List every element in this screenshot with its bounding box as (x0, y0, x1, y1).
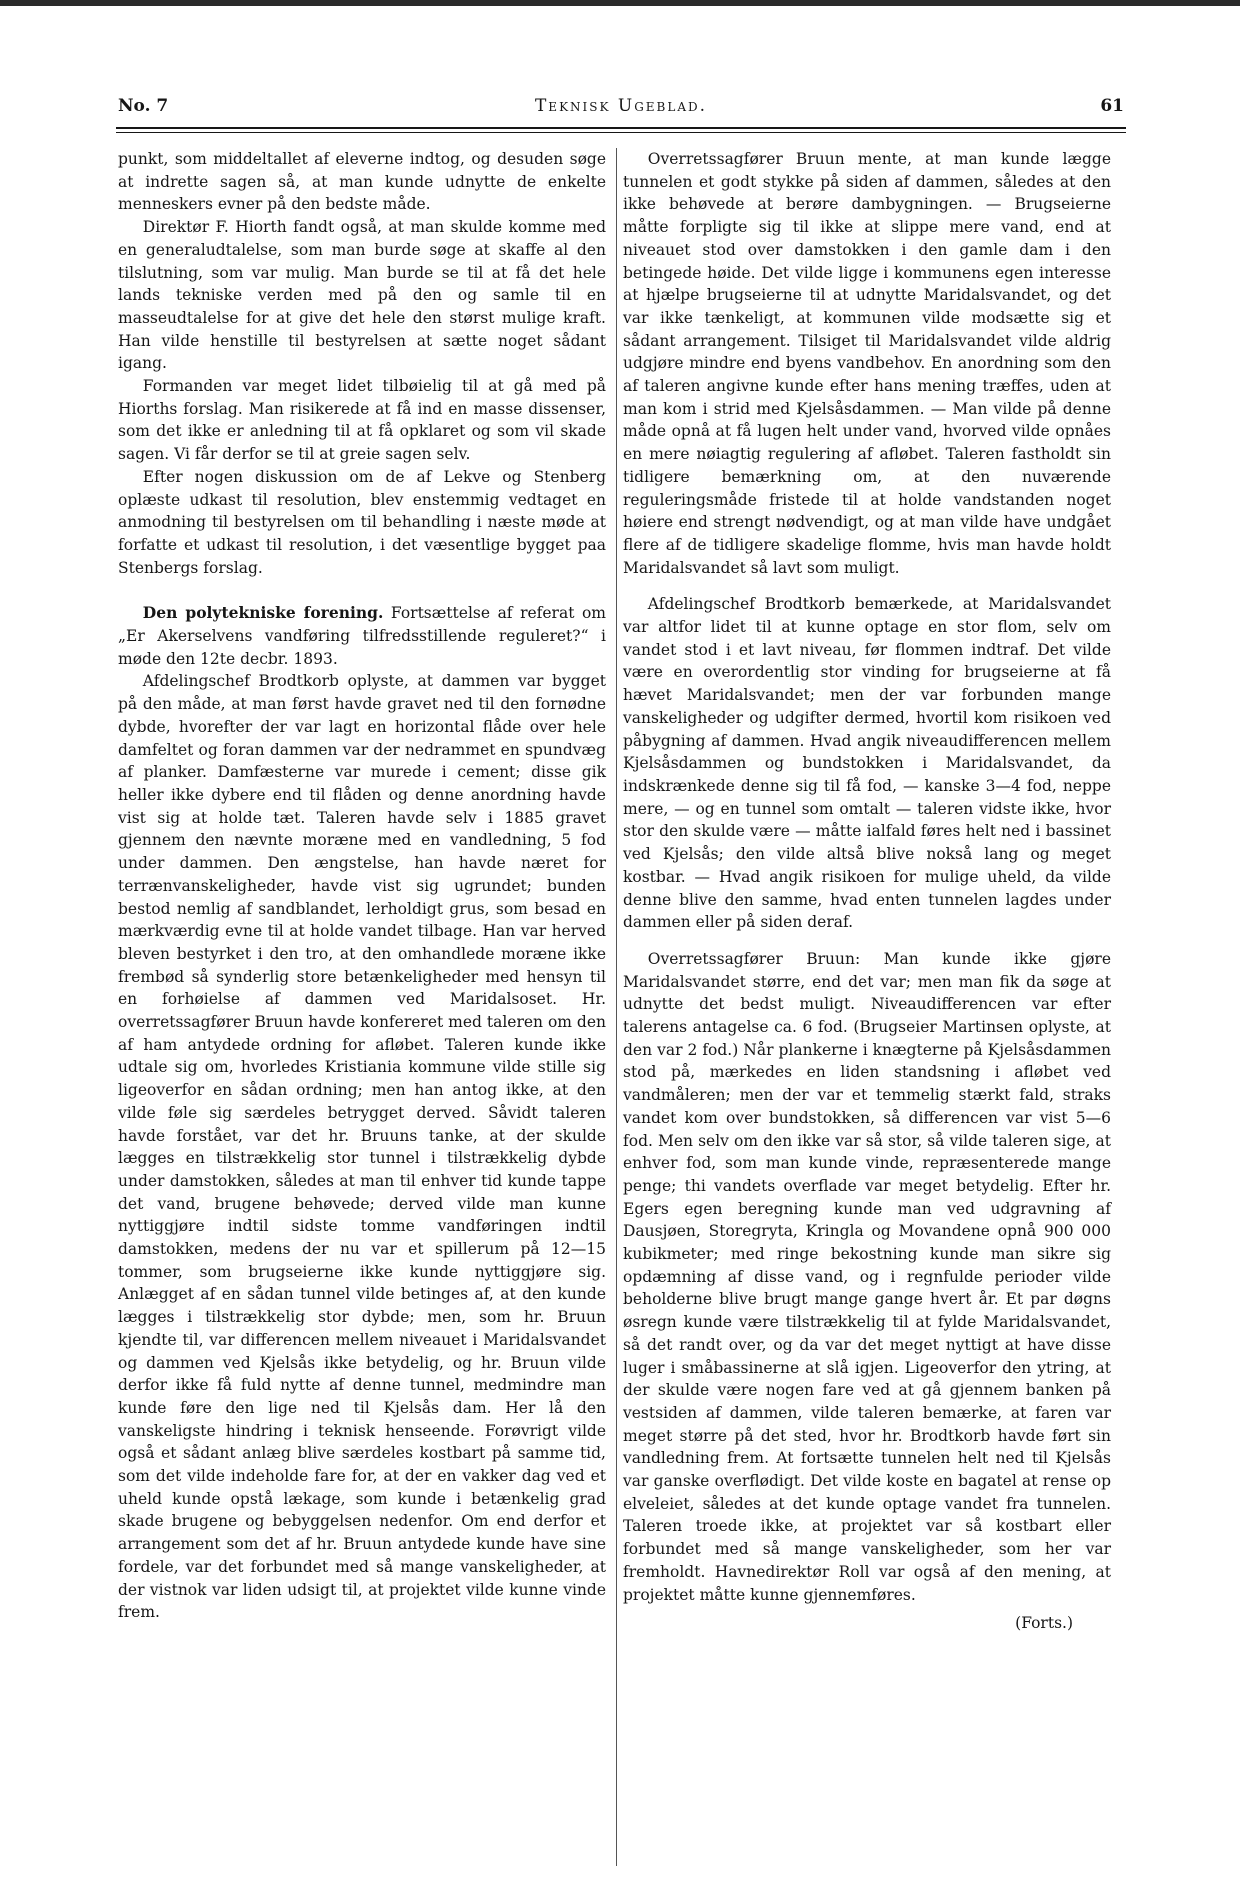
paragraph: Efter nogen diskussion om de af Lekve og Stenberg oplæste udkast til resolution, blev enstemmig vedtaget en anmodning til bestyrelsen om til behandling i næste møde at forfatte et udkast til resolution, i det væsentlige bygget paa Stenbergs forslag. (118, 467, 606, 577)
paragraph: Direktør F. Hiorth fandt også, at man skulde komme med en generaludtalelse, som man burde søge at skaffe al den tilslutning, som var mulig. Man burde se til at få det hele lands tekniske verden med på den og samle til en masseudtalelse for at give det hele den størst mulige kraft. Han vilde henstille til bestyrelsen at sætte noget sådant igang. (118, 218, 606, 373)
scan-edge (0, 0, 1240, 6)
paragraph: punkt, som middeltallet af eleverne indtog, og desuden søge at indrette sagen så, at man kunde udnytte de enkelte menneskers evner på den bedste måde. (118, 150, 606, 214)
continuation-note: (Forts.) (1015, 1614, 1073, 1633)
header-rule-thick (116, 127, 1126, 129)
section-intro: Fortsættelse af referat om „Er Akerselvens vandføring tilfredsstillende reguleret?“ i møde den 12te decbr. 1893. (118, 604, 606, 668)
header-rule-thin (116, 132, 1126, 133)
paragraph: Afdelingschef Brodtkorb bemærkede, at Maridalsvandet var altfor lidet til at kunne optage en stor flom, selv om vandet stod i et lavt niveau, før flommen indtraf. Det vilde være en overordentlig stor vinding for brugseierne at få hævet Maridalsvandet; men der var forbunden mange vanskeligheder og udgifter dermed, hvortil kom risikoen ved påbygning af dammen. Hvad angik niveaudifferencen mellem Kjelsåsdammen og bundstokken i Maridalsvandet, da indskrænkede denne sig til få fod, — kanske 3—4 fod, neppe mere, — og en tunnel som omtalt — taleren vidste ikke, hvor stor den skulde være — måtte ialfald føres helt ned i bassinet ved Kjelsås; den vilde altså blive nokså lang og meget kostbar. — Hvad angik risikoen for mulige uheld, da vilde denne blive den samme, hvad enten tunnelen lagdes under dammen eller på siden deraf. (623, 595, 1111, 932)
paragraph: Overretssagfører Bruun: Man kunde ikke gjøre Maridalsvandet større, end det var; men man fik da søge at udnytte det bedst muligt. Niveaudifferencen var efter talerens antagelse ca. 6 fod. (Brugseier Martinsen oplyste, at den var 2 fod.) Når plankerne i knægterne på Kjelsåsdammen stod på, mærkedes en liden standsning i afløbet ved vandmåleren; men der var et temmelig stærkt fald, straks vandet kom over bundstokken, så differencen var vist 5—6 fod. Men selv om den ikke var så stor, så vilde taleren sige, at enhver fod, som man kunde vinde, repræsenterede mange penge; thi vandets overflade var meget betydelig. Efter hr. Egers egen beregning kunde man ved udgravning af Dausjøen, Storegryta, Kringla og Movandene opnå 900 000 kubikmeter; med ringe bekostning kunde man sikre sig opdæmning af disse vand, og i regnfulde perioder vilde beholderne blive brugt mange gange hvert år. Et par døgns øsregn kunde være tilstrækkelig til at fylde Maridalsvandet, så det randt over, og da var det meget nyttigt at have disse luger i småbassinerne at slå igjen. Ligeoverfor den ytring, at der skulde være nogen fare ved at gå gjennem banken på vestsiden af dammen, vilde taleren bemærke, at faren var meget større på det sted, hvor hr. Brodtkorb havde ført sin vandledning frem. At fortsætte tunnelen helt ned til Kjelsås var ganske overflødigt. Det vilde koste en bagatel at rense op elveleiet, således at det kunde optage vandet fra tunnelen. Taleren troede ikke, at projektet var så kostbart eller forbundet med så mange vanskeligheder, som her var fremholdt. Havnedirektør Roll var også af den mening, at projektet måtte kunne gjennemføres. (623, 949, 1111, 1604)
section-paragraph (118, 602, 606, 670)
column-divider (616, 148, 617, 1866)
left-column (118, 148, 606, 1624)
paragraph: Formanden var meget lidet tilbøielig til at gå med på Hiorths forslag. Man risikerede at få ind en masse dissenser, som det ikke er anledning til at få opklaret og som vil skade sagen. Vi får derfor se til at greie sagen selv. (118, 377, 606, 464)
journal-title: Teknisk Ugeblad. (534, 96, 708, 116)
page-number: 61 (1100, 96, 1124, 116)
paragraph: Overretssagfører Bruun mente, at man kunde lægge tunnelen et godt stykke på siden af dammen, således at den ikke behøvede at berøre dambygningen. — Brugseierne måtte forpligte sig til ikke at slippe mere vand, end at niveauet stod over damstokken i den gamle dam i den betingede høide. Det vilde ligge i kommunens egen interesse at hjælpe brugseierne til at udnytte Maridalsvandet, og det var ikke tænkeligt, at kommunen vilde modsætte sig et sådant arrangement. Tilsiget til Maridalsvandet vilde aldrig udgjøre mindre end byens vandbehov. En anordning som den af taleren angivne kunde efter hans mening træffes, uden at man kom i strid med Kjelsåsdammen. — Man vilde på denne måde opnå at få lugen helt under vand, hvorved vilde opnåes en mere nøiagtig regulering af afløbet. Taleren fastholdt sin tidligere bemærkning om, at den nuværende reguleringsmåde fristede til at holde vandstanden noget høiere end strengt nødvendigt, og at man vilde have undgået flere af de tidligere skadelige flomme, hvis man havde holdt Maridalsvandet så lavt som muligt. (623, 150, 1111, 577)
page-header (118, 96, 1124, 126)
section-heading: Den polytekniske forening. (142, 603, 384, 623)
paragraph: Afdelingschef Brodtkorb oplyste, at dammen var bygget på den måde, at man først havde gravet ned til den fornødne dybde, hvorefter der var lagt en horizontal flåde over hele damfeltet og foran dammen var der nedrammet en spundvæg af planker. Damfæsterne var murede i cement; disse gik heller ikke dybere end til flåden og denne anordning havde vist sig at holde tæt. Taleren havde selv i 1885 gravet gjennem den nævnte moræne med en vandledning, 5 fod under dammen. Den ængstelse, han havde næret for terrænvanskeligheder, havde vist sig ugrundet; bunden bestod nemlig af sandblandet, lerholdigt grus, som besad en mærkværdig evne til at holde vandet tilbage. Han var herved bleven bestyrket i den tro, at den omhandlede moræne ikke frembød så synderlig store betænkeligheder med hensyn til en forhøielse af dammen ved Maridalsoset. Hr. overretssagfører Bruun havde konfereret med taleren om den af ham antydede ordning for afløbet. Taleren kunde ikke udtale sig om, hvorledes Kristiania kommune vilde stille sig ligeoverfor en sådan ordning; men han antog ikke, at den vilde føle sig særdeles betrygget derved. Såvidt taleren havde forstået, var det hr. Bruuns tanke, at der skulde lægges en tilstrækkelig stor tunnel i tilstrækkelig dybde under damstokken, således at man til enhver tid kunde tappe det vand, brugene behøvede; derved vilde man kunne nyttiggjøre indtil sidste tomme vandføringen indtil damstokken, medens der nu var et spillerum på 12—15 tommer, som brugseierne ikke kunde nyttiggjøre sig. Anlægget af en sådan tunnel vilde betinges af, at den kunde lægges i tilstrækkelig stor dybde; men, som hr. Bruun kjendte til, var differencen mellem niveauet i Maridalsvandet og dammen ved Kjelsås ikke betydelig, og hr. Bruun vilde derfor ikke få fuld nytte af denne tunnel, medmindre man kunde føre den lige ned til Kjelsås dam. Her lå den vanskeligste hindring i teknisk henseende. Forøvrigt vilde også et sådant anlæg blive særdeles kostbart på samme tid, som det vilde indeholde fare for, at der en vakker dag ved et uheld kunde opstå lækage, som kunde i betænkelig grad skade brugene og bebyggelsen nedenfor. Om end derfor et arrangement som det af hr. Bruun antydede kunde have sine fordele, var det forbundet med så mange vanskeligheder, at der vistnok var liden udsigt til, at projektet vilde kunne vinde frem. (118, 672, 607, 1622)
issue-number: No. 7 (118, 96, 169, 116)
right-column (623, 148, 1111, 1635)
